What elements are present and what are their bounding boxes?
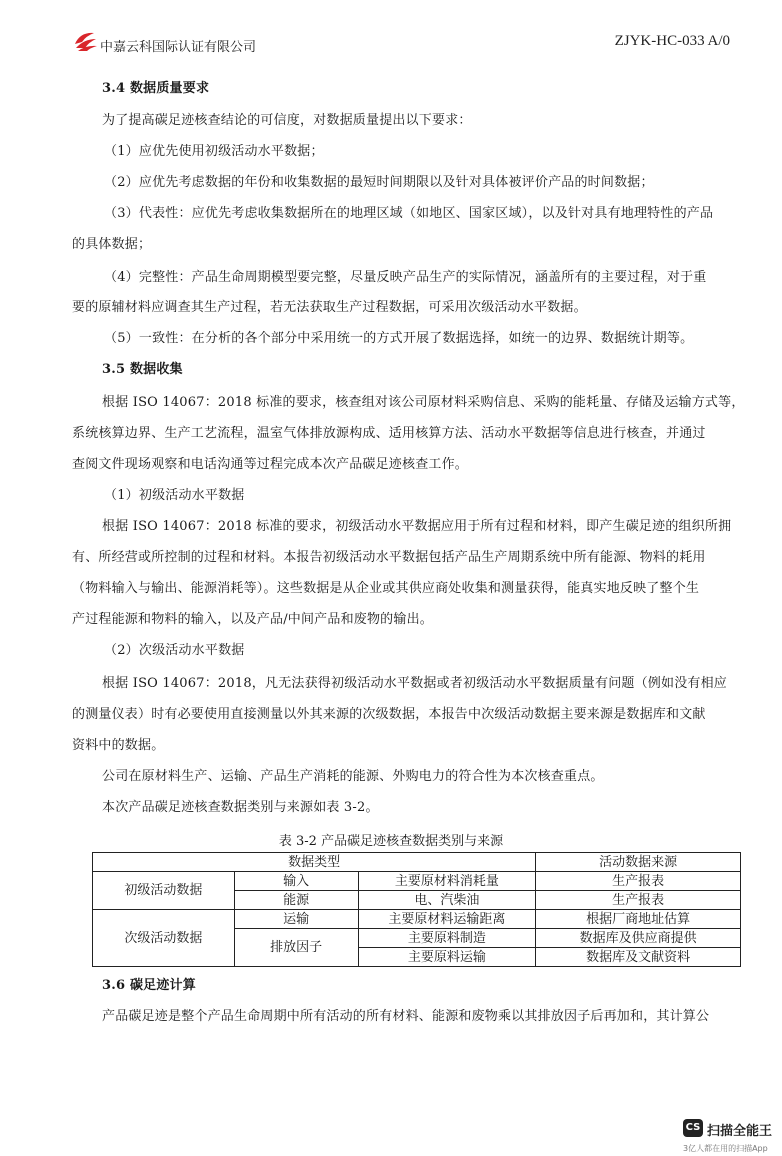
table-header-row (93, 853, 741, 872)
table-header-cell: 数据类型 (93, 853, 536, 872)
table-row (93, 872, 741, 891)
table-cell: 主要原材料消耗量 (358, 872, 536, 891)
paragraph-line: 有、所经营或所控制的过程和材料。本报告初级活动水平数据包括产品生产周期系统中所有能源、物料的耗用 (72, 550, 706, 565)
scanner-tagline: 3亿人都在用的扫描App (683, 1144, 768, 1153)
table-cell: 生产报表 (536, 891, 741, 910)
paragraph-line: 系统核算边界、生产工艺流程，温室气体排放源构成、适用核算方法、活动水平数据等信息进行核查，并通过 (72, 426, 706, 441)
data-source-table (92, 852, 741, 967)
list-item: （5）一致性：在分析的各个部分中采用统一的方式开展了数据选择，如统一的边界、数据统计期等。 (104, 331, 694, 346)
table-group-cell: 初级活动数据 (93, 872, 235, 910)
table-cell: 电、汽柴油 (358, 891, 536, 910)
company-logo-icon (72, 30, 98, 52)
section-3-6-heading: 3.6 碳足迹计算 (102, 978, 196, 993)
table-cell: 生产报表 (536, 872, 741, 891)
scanner-logo-icon: CS (683, 1119, 703, 1137)
paragraph: 本次产品碳足迹核查数据类别与来源如表 3-2。 (102, 800, 379, 815)
section-3-5-heading: 3.5 数据收集 (102, 362, 183, 377)
table-header-cell: 活动数据来源 (536, 853, 741, 872)
table-group-cell: 次级活动数据 (93, 910, 235, 967)
paragraph-line: 的测量仪表）时有必要使用直接测量以外其来源的次级数据，本报告中次级活动数据主要来源是数据库和文献 (72, 707, 706, 722)
paragraph-line: 资料中的数据。 (72, 738, 165, 753)
table-cell: 主要原料运输 (358, 948, 536, 967)
paragraph-line: （物料输入与输出、能源消耗等）。这些数据是从企业或其供应商处收集和测量获得，能真实地反映了整个生 (72, 581, 700, 596)
paragraph: 根据 ISO 14067：2018 标准的要求，核查组对该公司原材料采购信息、采购的能耗量、存储及运输方式等， (102, 395, 745, 410)
subsection-heading: （2）次级活动水平数据 (104, 643, 245, 658)
list-item-continuation: 要的原辅材料应调查其生产过程，若无法获取生产过程数据，可采用次级活动水平数据。 (72, 300, 587, 315)
list-item-continuation: 的具体数据； (72, 237, 152, 252)
table-cell: 数据库及供应商提供 (536, 929, 741, 948)
company-name: 中嘉云科国际认证有限公司 (100, 40, 257, 55)
list-item: （4）完整性：产品生命周期模型要完整，尽量反映产品生产的实际情况，涵盖所有的主要过程，对于重 (104, 270, 707, 285)
paragraph-line: 产过程能源和物料的输入，以及产品/中间产品和废物的输出。 (72, 612, 433, 627)
table-cell: 运输 (234, 910, 358, 929)
table-cell: 主要原材料运输距离 (358, 910, 536, 929)
table-cell: 输入 (234, 872, 358, 891)
section-3-4-heading: 3.4 数据质量要求 (102, 81, 210, 96)
list-item: （3）代表性：应优先考虑收集数据所在的地理区域（如地区、国家区域），以及针对具有地理特性的产品 (104, 206, 714, 221)
paragraph: 根据 ISO 14067：2018 标准的要求，初级活动水平数据应用于所有过程和材料，即产生碳足迹的组织所拥 (102, 519, 732, 534)
paragraph: 公司在原材料生产、运输、产品生产消耗的能源、外购电力的符合性为本次核查重点。 (102, 769, 604, 784)
document-number: ZJYK-HC-033 A/0 (614, 33, 730, 49)
table-caption: 表 3-2 产品碳足迹核查数据类别与来源 (278, 834, 504, 849)
table-cell: 主要原料制造 (358, 929, 536, 948)
scanner-brand: 扫描全能王 (707, 1124, 773, 1139)
subsection-heading: （1）初级活动水平数据 (104, 488, 245, 503)
paragraph: 产品碳足迹是整个产品生命周期中所有活动的所有材料、能源和废物乘以其排放因子后再加和，其计算公 (102, 1009, 710, 1024)
table-row (93, 910, 741, 929)
table-cell: 排放因子 (234, 929, 358, 967)
paragraph-line: 查阅文件现场观察和电话沟通等过程完成本次产品碳足迹核查工作。 (72, 457, 469, 472)
paragraph: 根据 ISO 14067：2018，凡无法获得初级活动水平数据或者初级活动水平数据质量有问题（例如没有相应 (102, 676, 728, 691)
table-cell: 数据库及文献资料 (536, 948, 741, 967)
table-cell: 能源 (234, 891, 358, 910)
paragraph: 为了提高碳足迹核查结论的可信度，对数据质量提出以下要求： (102, 113, 472, 128)
list-item: （1）应优先使用初级活动水平数据； (104, 144, 324, 159)
list-item: （2）应优先考虑数据的年份和收集数据的最短时间期限以及针对具体被评价产品的时间数据； (104, 175, 654, 190)
table-cell: 根据厂商地址估算 (536, 910, 741, 929)
